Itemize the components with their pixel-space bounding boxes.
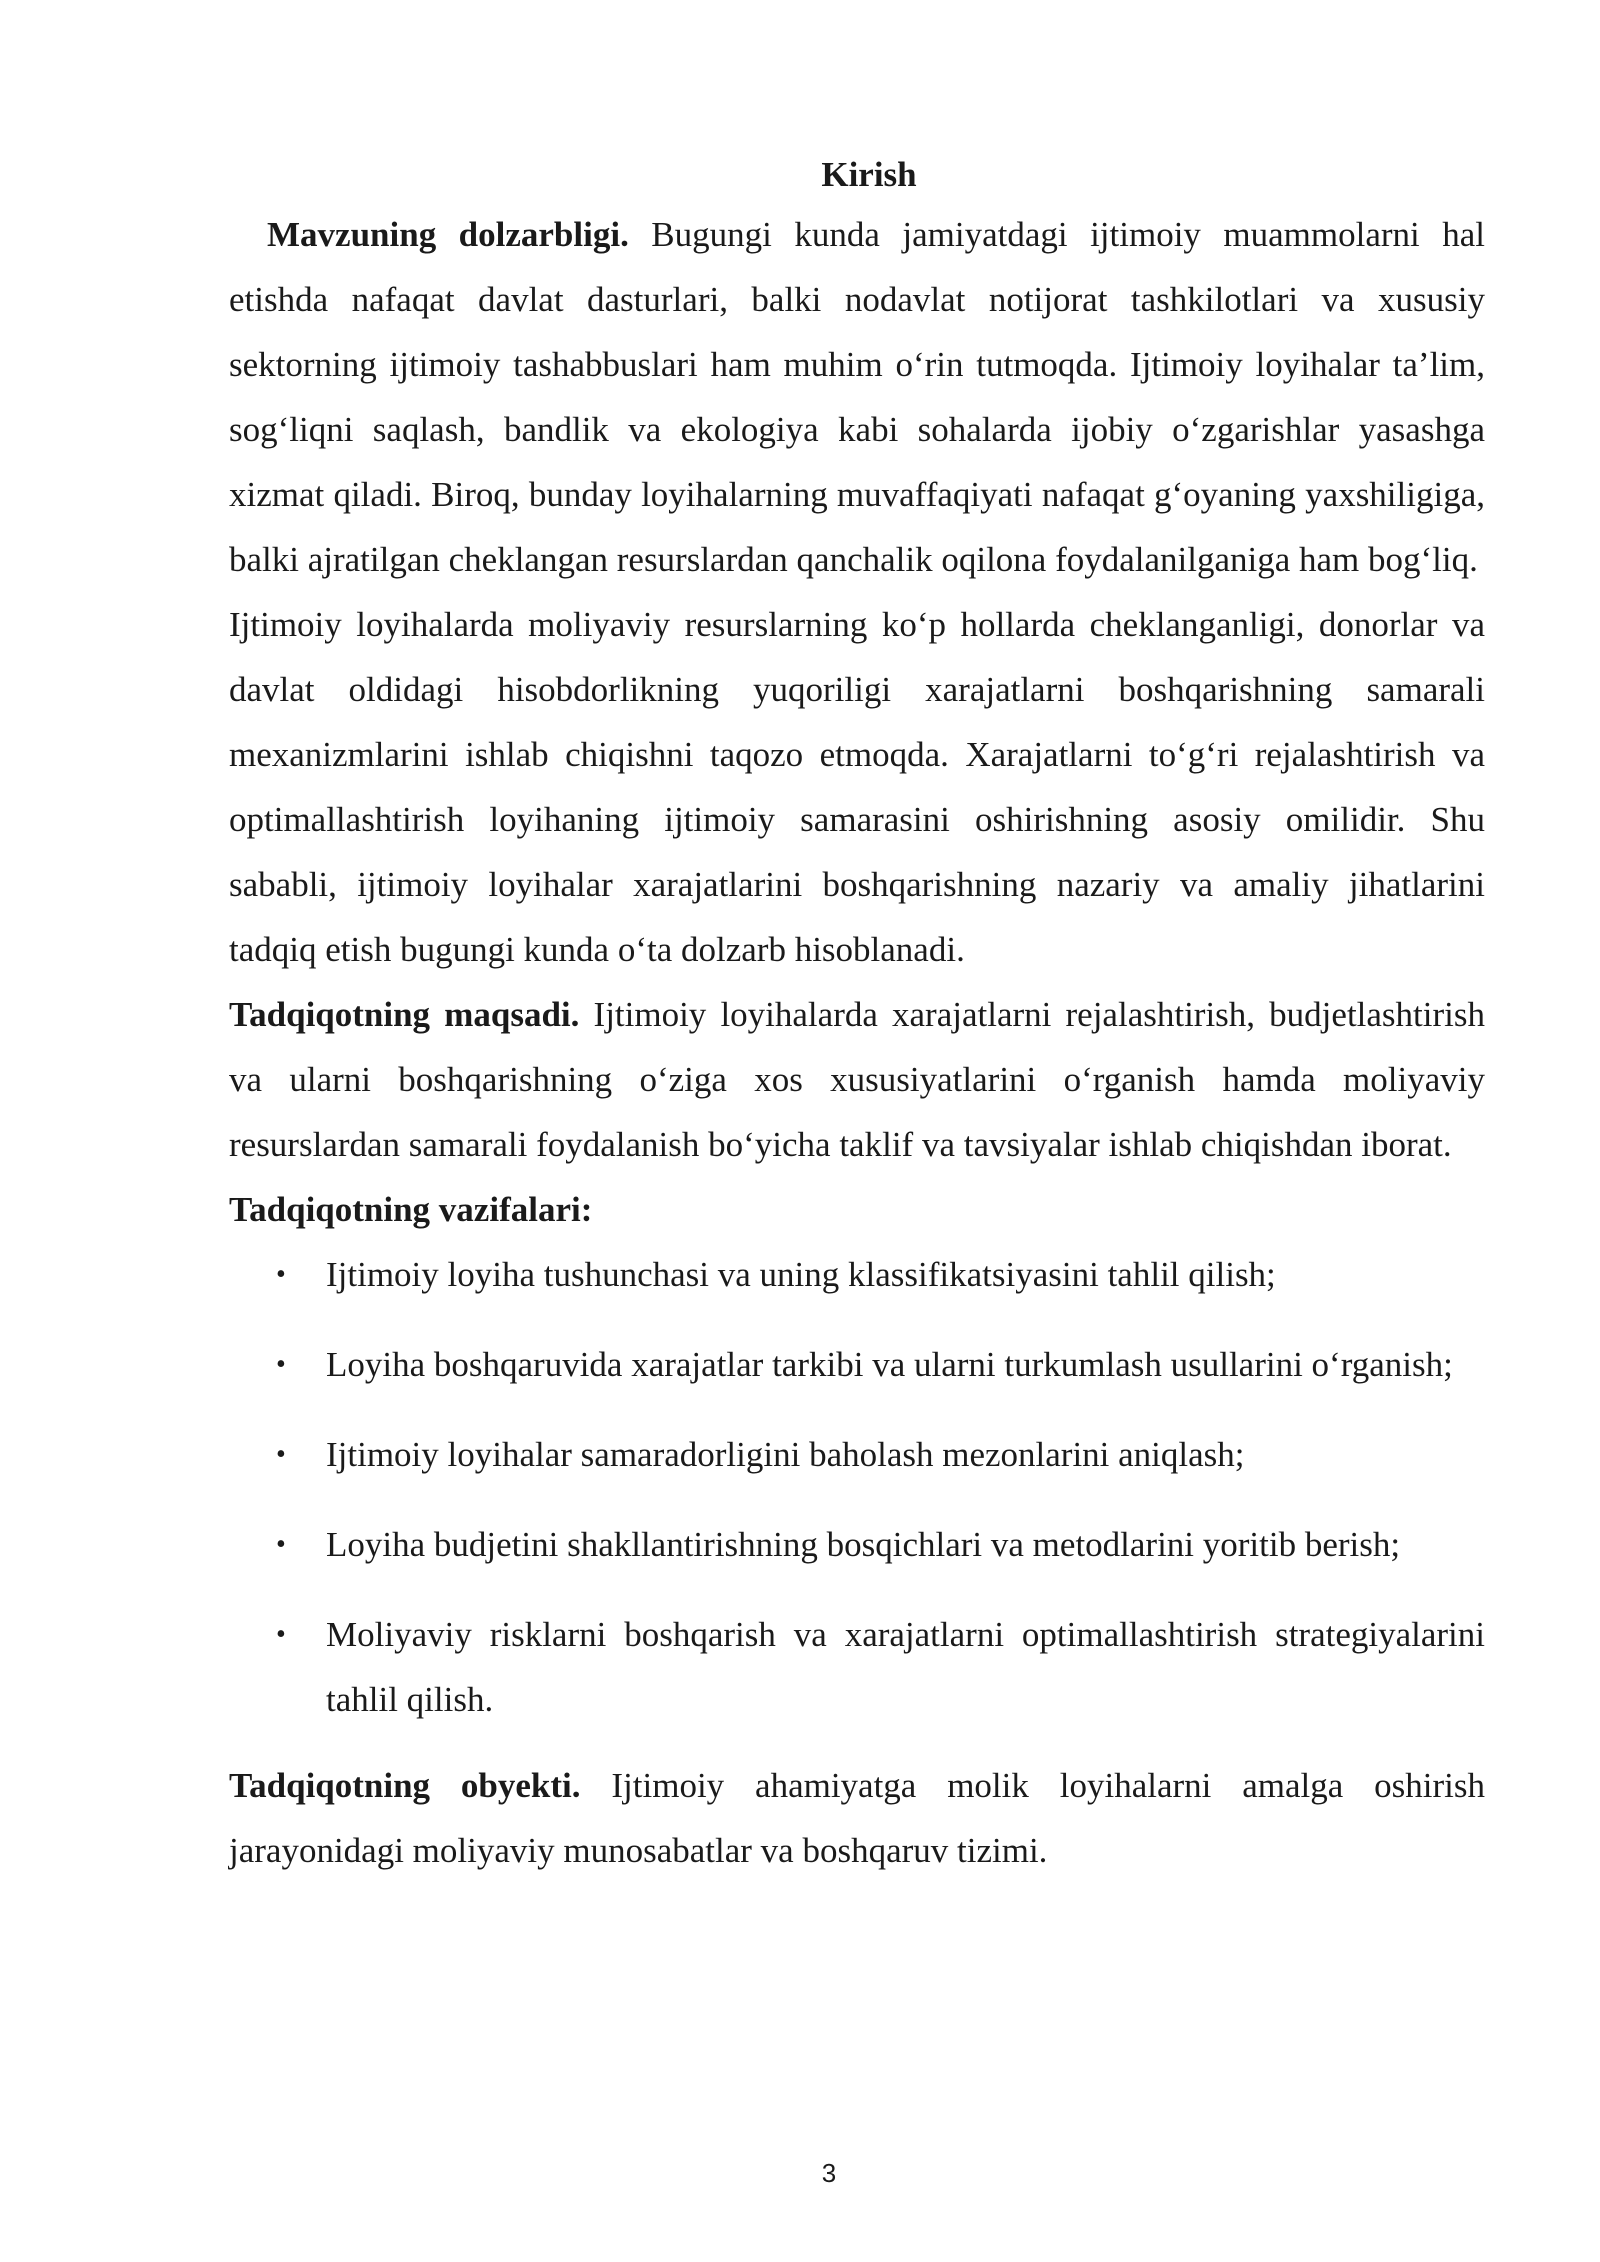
object-text: Ijtimoiy ahamiyatga molik loyihalarni amalga oshirish jarayonidagi moliyaviy munosabatlar va boshqaruv tizimi.: [229, 1766, 1485, 1870]
object-label: Tadqiqotning obyekti.: [229, 1766, 581, 1805]
task-item: [229, 1512, 1485, 1577]
bullet-icon: •: [276, 1439, 286, 1470]
bullet-icon: •: [276, 1259, 286, 1290]
task-text: Ijtimoiy loyiha tushunchasi va uning klassifikatsiyasini tahlil qilish;: [326, 1255, 1276, 1294]
page-content: [229, 148, 1485, 1883]
bullet-icon: •: [276, 1529, 286, 1560]
bullet-icon: •: [276, 1349, 286, 1380]
relevance-paragraph: [229, 202, 1485, 592]
goal-label: Tadqiqotning maqsadi.: [229, 995, 580, 1034]
task-text: Loyiha budjetini shakllantirishning bosqichlari va metodlarini yoritib berish;: [326, 1525, 1401, 1564]
relevance-text: Bugungi kunda jamiyatdagi ijtimoiy muammolarni hal etishda nafaqat davlat dasturlari, balki nodavlat notijorat tashkilotlari va xususiy sektorning ijtimoiy tashabbuslari ham muhim o‘rin tutmoqda. Ijtimoiy loyihalar ta’lim, sog‘liqni saqlash, bandlik va ekologiya kabi sohalarda ijobiy o‘zgarishlar yasashga xizmat qiladi. Biroq, bunday loyihalarning muvaffaqiyati nafaqat g‘oyaning yaxshiligiga, balki ajratilgan cheklangan resurslardan qanchalik oqilona foydalanilganiga ham bog‘liq.: [229, 215, 1485, 579]
task-item: [229, 1242, 1485, 1307]
page-title: Kirish: [821, 155, 917, 194]
goal-text: Ijtimoiy loyihalarda xarajatlarni rejalashtirish, budjetlashtirish va ularni boshqarishning o‘ziga xos xususiyatlarini o‘rganish hamda moliyaviy resurslardan samarali foydalanish bo‘yicha taklif va tavsiyalar ishlab chiqishdan iborat.: [229, 995, 1485, 1164]
tasks-heading: Tadqiqotning vazifalari:: [229, 1190, 593, 1229]
relevance-label: Mavzuning dolzarbligi.: [267, 215, 629, 254]
resources-paragraph: Ijtimoiy loyihalarda moliyaviy resurslarning ko‘p hollarda cheklanganligi, donorlar va davlat oldidagi hisobdorlikning yuqoriligi xarajatlarni boshqarishning samarali mexanizmlarini ishlab chiqishni taqozo etmoqda. Xarajatlarni to‘g‘ri rejalashtirish va optimallashtirish loyihaning ijtimoiy samarasini oshirishning asosiy omilidir. Shu sababli, ijtimoiy loyihalar xarajatlarini boshqarishning nazariy va amaliy jihatlarini tadqiq etish bugungi kunda o‘ta dolzarb hisoblanadi.: [229, 605, 1485, 969]
bullet-icon: •: [276, 1619, 286, 1650]
page-number: 3: [821, 2158, 837, 2188]
task-text: Loyiha boshqaruvida xarajatlar tarkibi va ularni turkumlash usullarini o‘rganish;: [326, 1345, 1453, 1384]
task-item: [229, 1332, 1485, 1397]
task-item: [229, 1422, 1485, 1487]
goal-paragraph: [229, 982, 1485, 1177]
task-item: [229, 1602, 1485, 1732]
object-paragraph: [229, 1753, 1485, 1883]
tasks-list: [229, 1242, 1485, 1732]
task-text: Moliyaviy risklarni boshqarish va xarajatlarni optimallashtirish strategiyalarini tahlil qilish.: [326, 1615, 1485, 1719]
task-text: Ijtimoiy loyihalar samaradorligini baholash mezonlarini aniqlash;: [326, 1435, 1245, 1474]
